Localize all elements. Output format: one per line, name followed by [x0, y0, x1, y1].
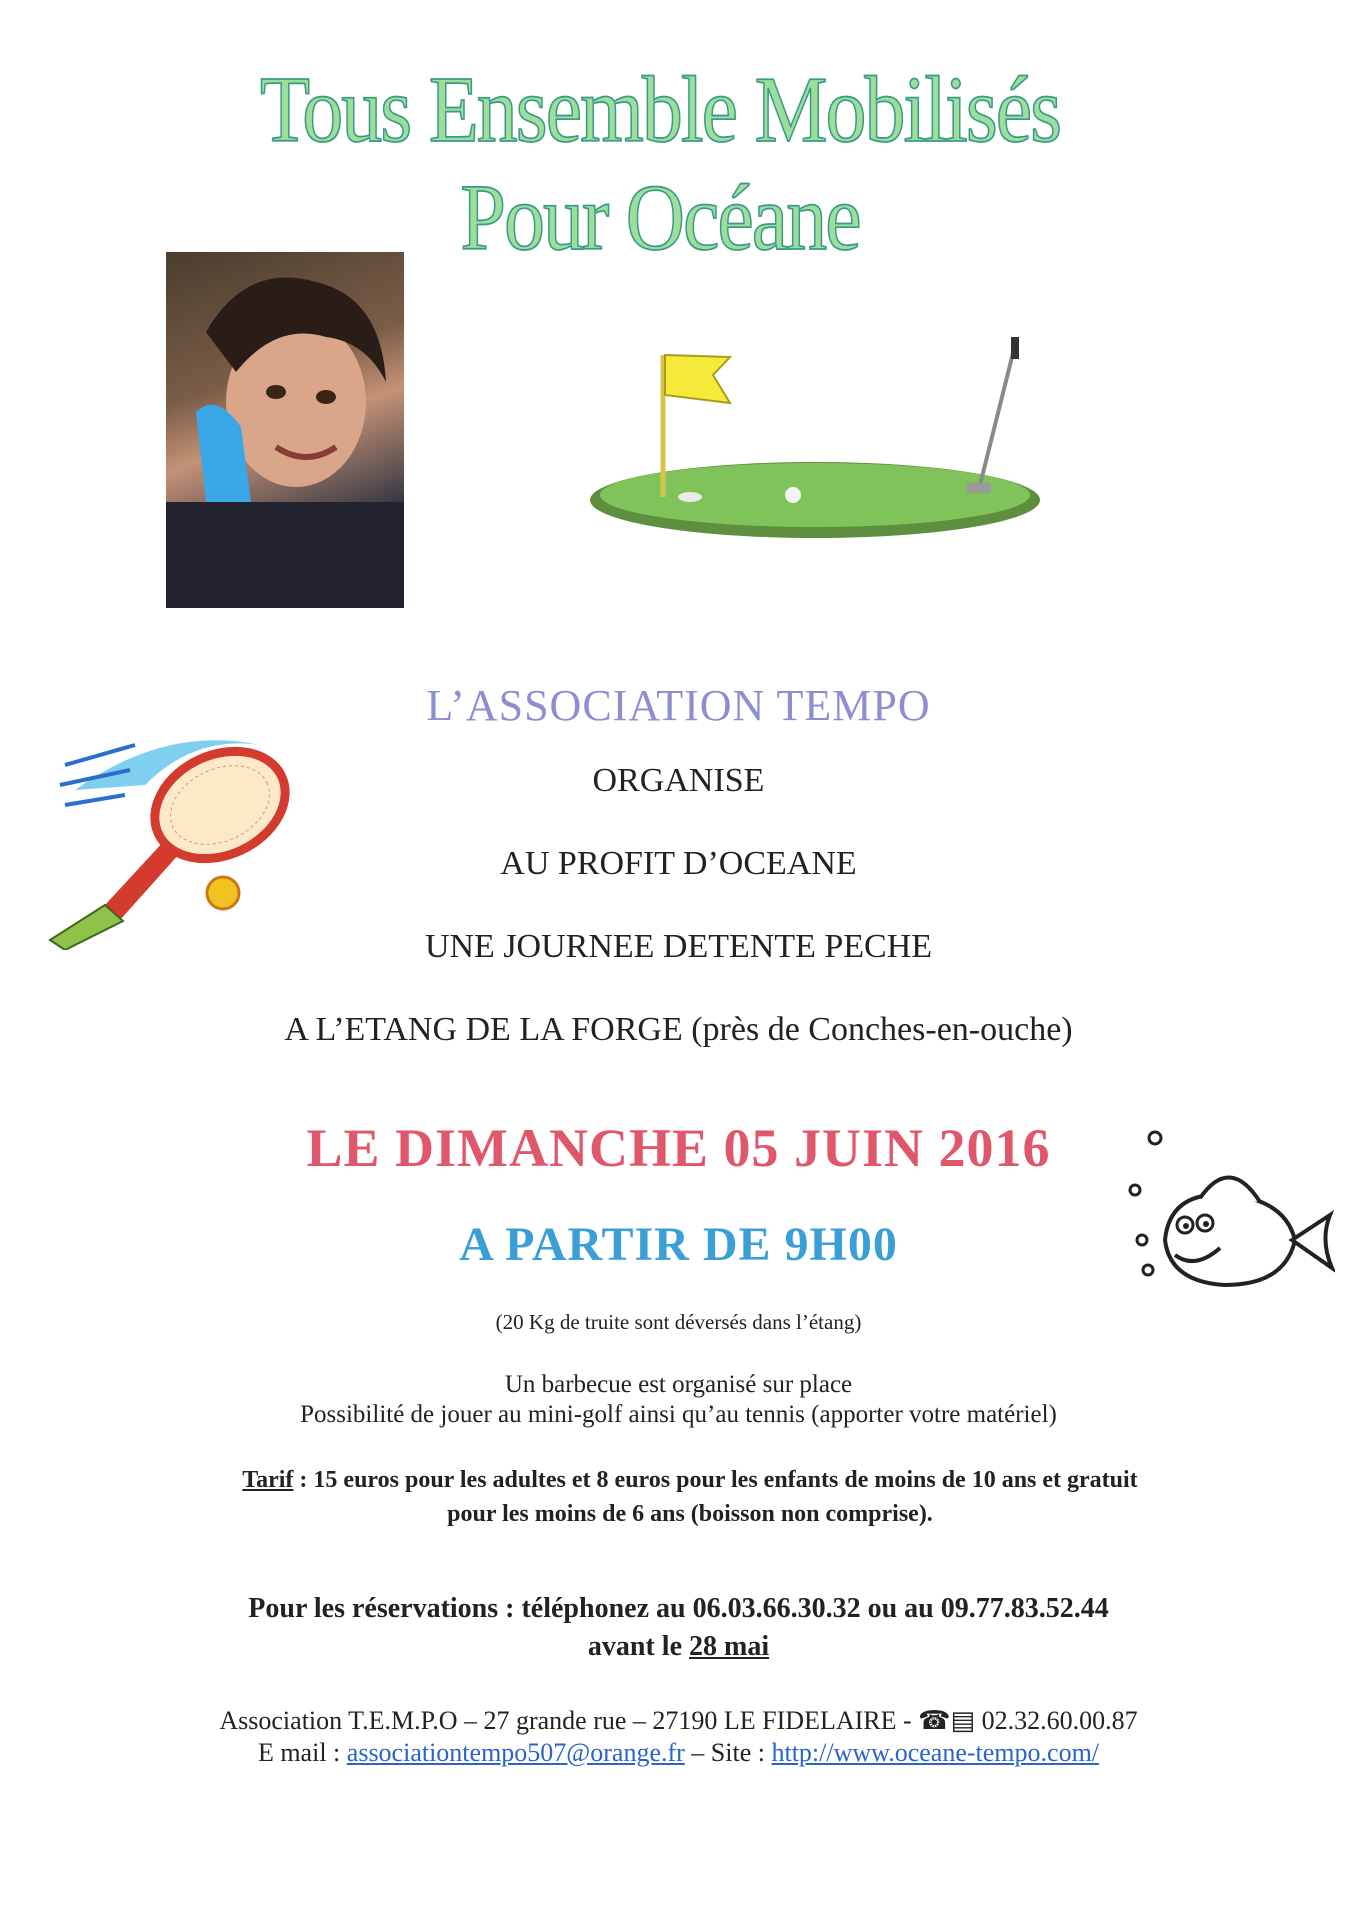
event-line: UNE JOURNEE DETENTE PECHE: [424, 928, 933, 965]
email-label: E mail :: [257, 1738, 347, 1767]
minigolf-line: Possibilité de jouer au mini-golf ainsi qu’au tennis (apporter votre matériel): [300, 1401, 1057, 1428]
address-line: Association T.E.M.P.O – 27 grande rue – 27190 LE FIDELAIRE - ☎▤ 02.32.60.00.87: [219, 1706, 1138, 1735]
flyer-title: Tous Ensemble Mobilisés Pour Océane: [259, 57, 1061, 270]
deadline-date: 28 mai: [689, 1631, 770, 1662]
bbq-line: Un barbecue est organisé sur place: [504, 1371, 853, 1398]
event-date: LE DIMANCHE 05 JUIN 2016: [306, 1118, 1051, 1178]
organise-line: ORGANISE: [592, 762, 765, 799]
website-link[interactable]: http://www.oceane-tempo.com/: [771, 1738, 1100, 1767]
tarif-block: [140, 1463, 1240, 1531]
association-name: L’ASSOCIATION TEMPO: [426, 681, 931, 730]
reservations: [0, 1590, 1357, 1666]
tarif-label: Tarif: [242, 1467, 294, 1493]
event-time: A PARTIR DE 9H00: [459, 1218, 898, 1271]
deadline-prefix: avant le: [587, 1631, 689, 1662]
tarif-text-1: : 15 euros pour les adultes et 8 euros pour les enfants de moins de 10 ans et gratuit: [293, 1467, 1138, 1493]
tennis-racket-icon: [45, 725, 315, 950]
site-label: – Site :: [684, 1738, 772, 1767]
reservation-phones: Pour les réservations : téléphonez au 06.03.66.30.32 ou au 09.77.83.52.44: [248, 1593, 1109, 1624]
tarif-text-2: pour les moins de 6 ans (boisson non comprise).: [447, 1501, 933, 1527]
location-line: A L’ETANG DE LA FORGE (près de Conches-en-ouche): [284, 1011, 1073, 1048]
footer: [0, 1705, 1357, 1769]
mini-golf-icon: [585, 335, 1055, 540]
child-photo: [166, 252, 404, 608]
beneficiary-line: AU PROFIT D’OCEANE: [500, 845, 857, 882]
trout-note: (20 Kg de truite sont déversés dans l’étang): [495, 1310, 862, 1334]
email-link[interactable]: associationtempo507@orange.fr: [346, 1738, 685, 1767]
activities: [0, 1370, 1357, 1430]
